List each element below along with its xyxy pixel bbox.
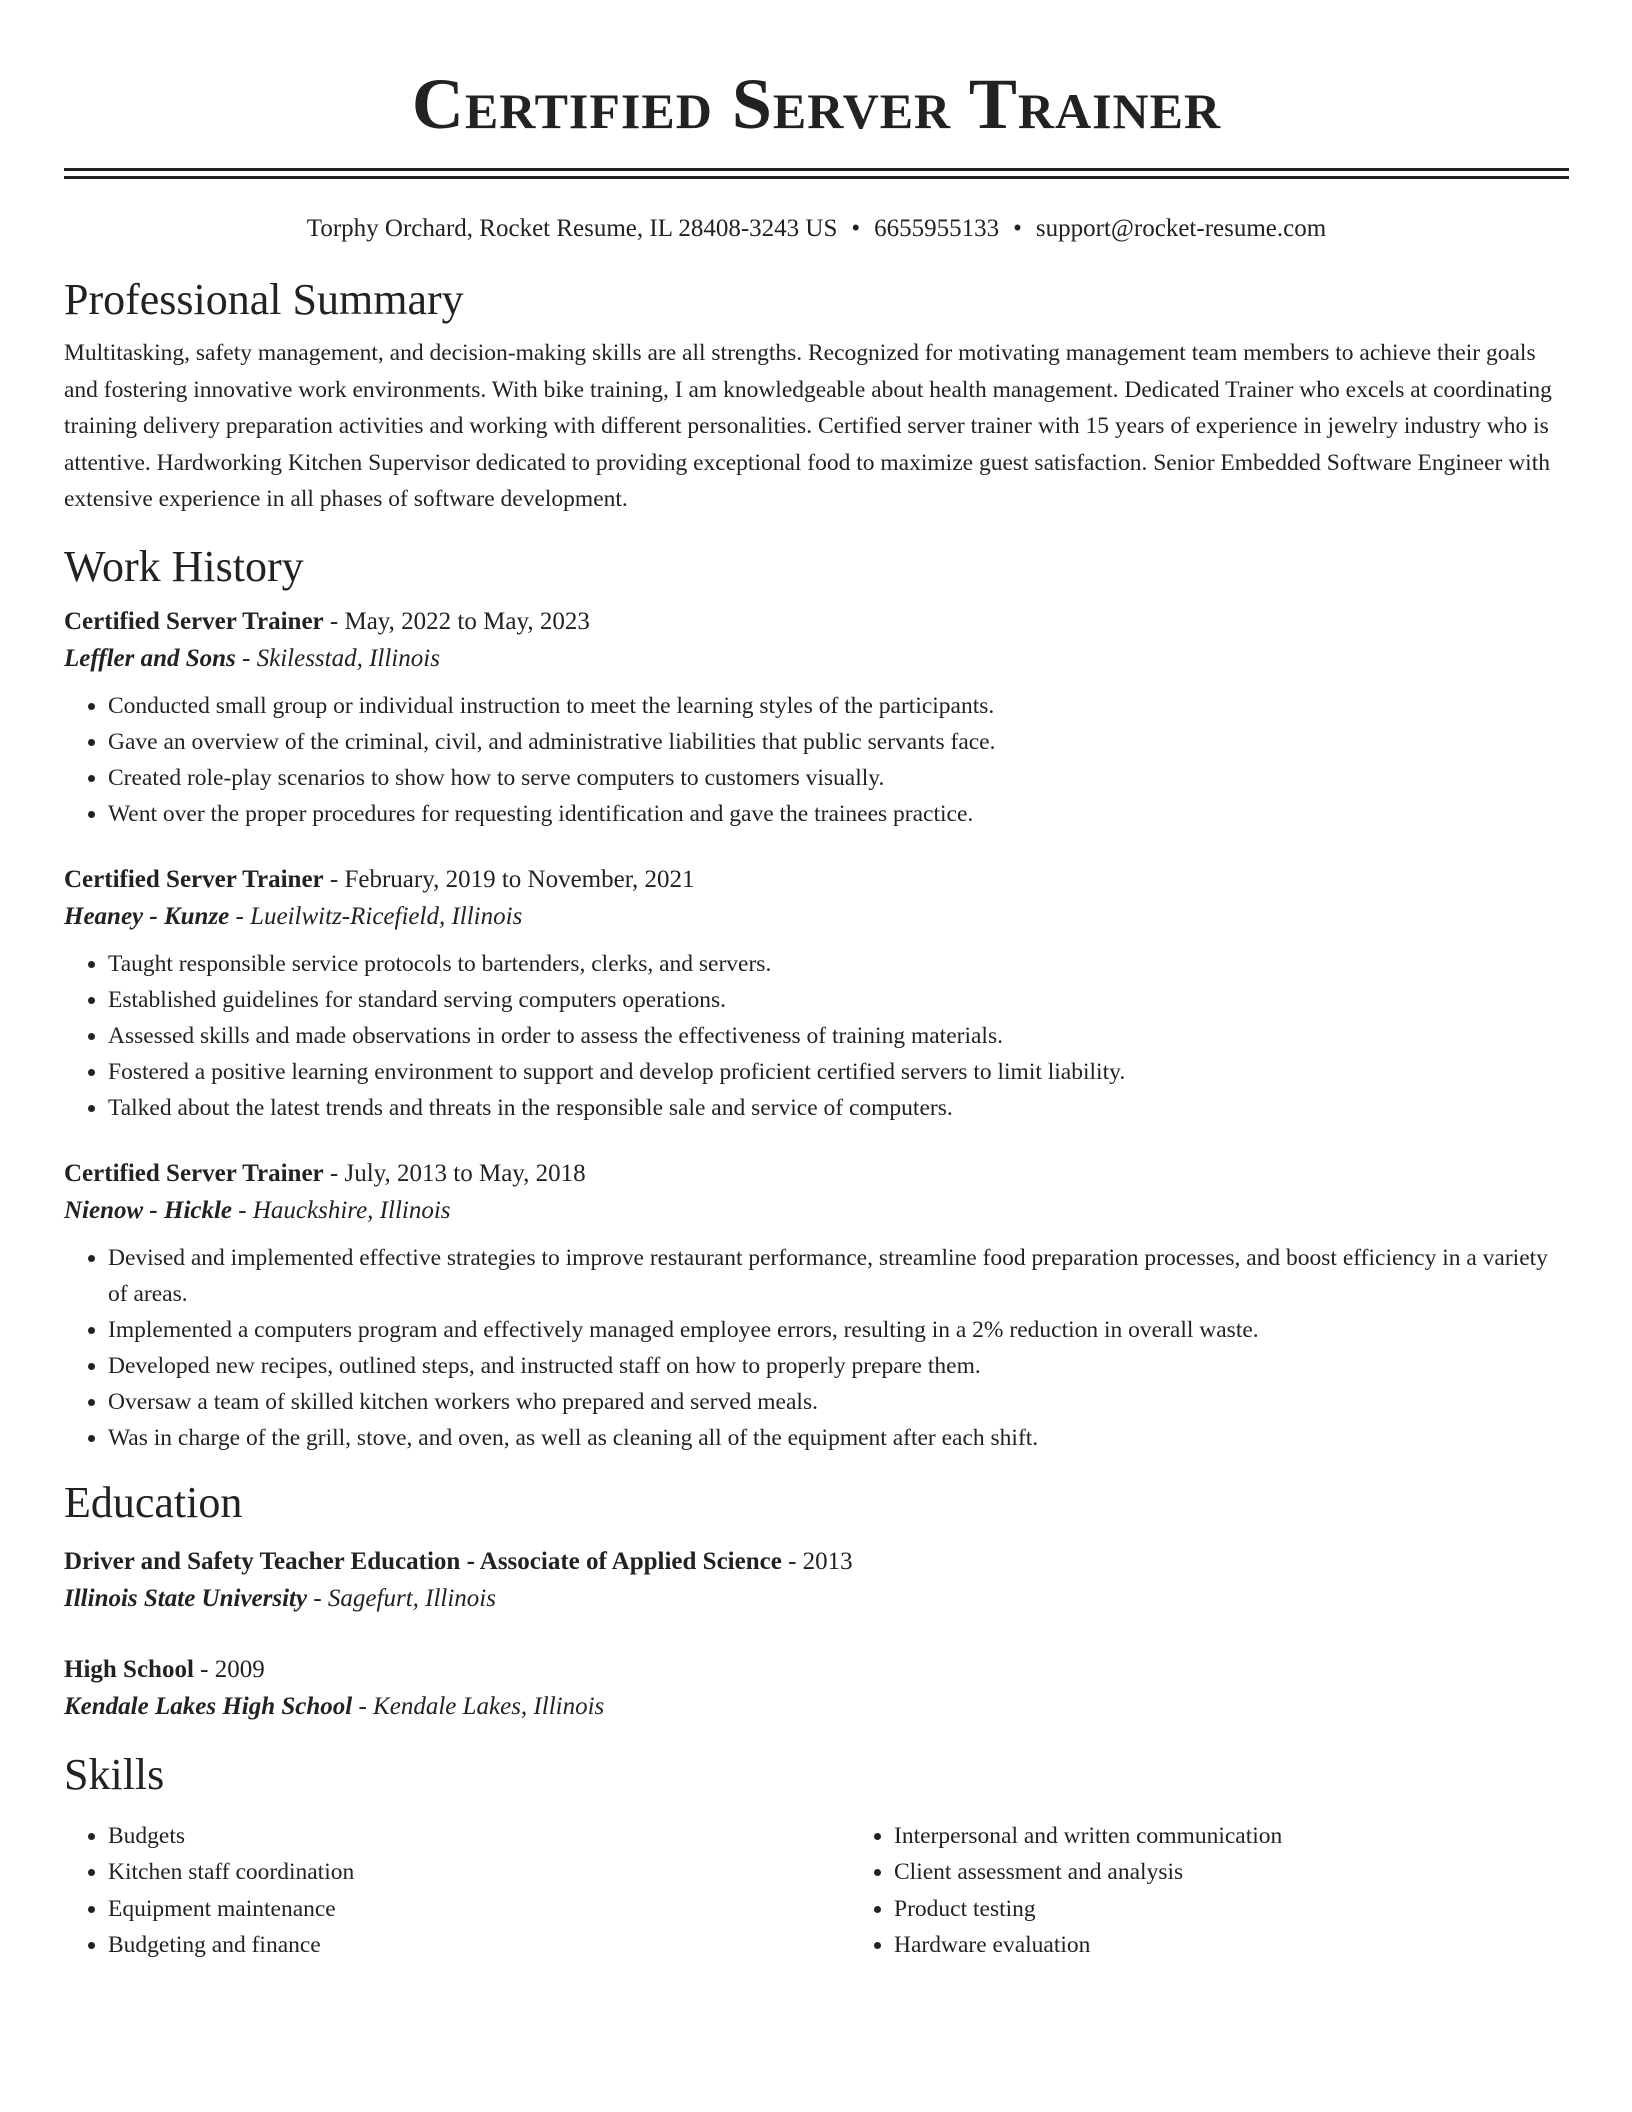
education-header (64, 1544, 1569, 1580)
skill-item: • Hardware evaluation (894, 1927, 1632, 1964)
job-location: - Skilesstad, Illinois (235, 644, 440, 672)
job-entry (64, 604, 1569, 832)
list-item: • Talked about the latest trends and threats in the responsible sale and service of computers. (108, 1090, 1569, 1126)
skills-list (64, 1818, 1569, 1964)
list-item: • Developed new recipes, outlined steps, and instructed staff on how to properly prepare them. (108, 1348, 1569, 1384)
resume-title: Certified Server Trainer (411, 64, 1222, 144)
list-item: • Taught responsible service protocols to bartenders, clerks, and servers. (108, 946, 1569, 982)
skill-item: • Product testing (894, 1891, 1632, 1928)
job-dates: - February, 2019 to November, 2021 (323, 865, 695, 893)
work-history-heading: Work History (64, 541, 304, 591)
job-bullets (64, 1240, 1569, 1456)
job-dates: - July, 2013 to May, 2018 (323, 1159, 586, 1187)
skill-item: • Interpersonal and written communication (894, 1818, 1632, 1855)
education-location: - Kendale Lakes, Illinois (352, 1692, 605, 1720)
education-degree: High School (64, 1655, 194, 1683)
education-entry (64, 1652, 1569, 1726)
job-entry (64, 1156, 1569, 1456)
skill-item: • Budgeting and finance (108, 1927, 850, 1964)
job-company: Heaney - Kunze (64, 902, 230, 930)
job-title: Certified Server Trainer (64, 865, 324, 893)
education-header (64, 1652, 1569, 1688)
education-year: - 2009 (193, 1655, 265, 1683)
job-company-line (64, 898, 1569, 936)
list-item: • Was in charge of the grill, stove, and oven, as well as cleaning all of the equipment after each shift. (108, 1420, 1569, 1456)
contact-separator: • (1013, 215, 1022, 242)
job-company-line (64, 640, 1569, 678)
job-company: Leffler and Sons (64, 644, 236, 672)
list-item: • Fostered a positive learning environment to support and develop proficient certified servers to limit liability. (108, 1054, 1569, 1090)
title-rule-bottom (64, 176, 1569, 179)
summary-text: Multitasking, safety management, and decision-making skills are all strengths. Recognized for motivating management team members to achieve their goals and fostering innovative work environments. With bike training, I am knowledgeable about health management. Dedicated Trainer who excels at coordinating training delivery preparation activities and working with different personalities. Certified server trainer with 15 years of experience in jewelry industry who is attentive. Hardworking Kitchen Supervisor dedicated to providing exceptional food to maximize guest satisfaction. Senior Embedded Software Engineer with extensive experience in all phases of software development. (64, 340, 1552, 512)
job-header (64, 1156, 1569, 1192)
job-header (64, 604, 1569, 640)
list-item: • Oversaw a team of skilled kitchen workers who prepared and served meals. (108, 1384, 1569, 1420)
list-item: • Devised and implemented effective strategies to improve restaurant performance, streamline food preparation processes, and boost efficiency in a variety of areas. (108, 1240, 1569, 1312)
list-item: • Went over the proper procedures for requesting identification and gave the trainees practice. (108, 796, 1569, 832)
job-company-line (64, 1192, 1569, 1230)
skills-column-left (64, 1818, 850, 1964)
education-school: Kendale Lakes High School (64, 1692, 353, 1720)
list-item: • Gave an overview of the criminal, civil, and administrative liabilities that public servants face. (108, 724, 1569, 760)
job-entry (64, 862, 1569, 1126)
job-dates: - May, 2022 to May, 2023 (323, 607, 590, 635)
job-header (64, 862, 1569, 898)
contact-address: Torphy Orchard, Rocket Resume, IL 28408-3243 US (306, 215, 838, 242)
list-item: • Established guidelines for standard serving computers operations. (108, 982, 1569, 1018)
education-school-line (64, 1688, 1569, 1726)
education-heading: Education (64, 1477, 243, 1527)
job-title: Certified Server Trainer (64, 1159, 324, 1187)
education-school: Illinois State University (64, 1584, 308, 1612)
title-rule-top (64, 168, 1569, 171)
job-company: Nienow - Hickle (64, 1196, 233, 1224)
contact-phone: 6655955133 (874, 215, 1000, 242)
job-bullets (64, 946, 1569, 1126)
skills-heading: Skills (64, 1749, 165, 1799)
job-location: - Hauckshire, Illinois (232, 1196, 451, 1224)
skills-column-right (850, 1818, 1632, 1964)
skill-item: • Budgets (108, 1818, 850, 1855)
skill-item: • Kitchen staff coordination (108, 1854, 850, 1891)
skill-item: • Client assessment and analysis (894, 1854, 1632, 1891)
job-bullets (64, 688, 1569, 832)
resume-page (64, 0, 1569, 1964)
education-location: - Sagefurt, Illinois (307, 1584, 496, 1612)
contact-line (64, 213, 1569, 245)
job-location: - Lueilwitz-Ricefield, Illinois (229, 902, 523, 930)
education-school-line (64, 1580, 1569, 1618)
list-item: • Implemented a computers program and effectively managed employee errors, resulting in a 2% reduction in overall waste. (108, 1312, 1569, 1348)
education-year: - 2013 (781, 1547, 853, 1575)
education-degree: Driver and Safety Teacher Education - Associate of Applied Science (64, 1547, 782, 1575)
contact-separator: • (851, 215, 861, 242)
contact-email[interactable]: support@rocket-resume.com (1035, 215, 1327, 242)
education-entry (64, 1544, 1569, 1618)
summary-heading: Professional Summary (64, 275, 464, 324)
skill-item: • Equipment maintenance (108, 1891, 850, 1928)
list-item: • Conducted small group or individual instruction to meet the learning styles of the participants. (108, 688, 1569, 724)
list-item: • Created role-play scenarios to show how to serve computers to customers visually. (108, 760, 1569, 796)
list-item: • Assessed skills and made observations in order to assess the effectiveness of training materials. (108, 1018, 1569, 1054)
job-title: Certified Server Trainer (64, 607, 324, 635)
